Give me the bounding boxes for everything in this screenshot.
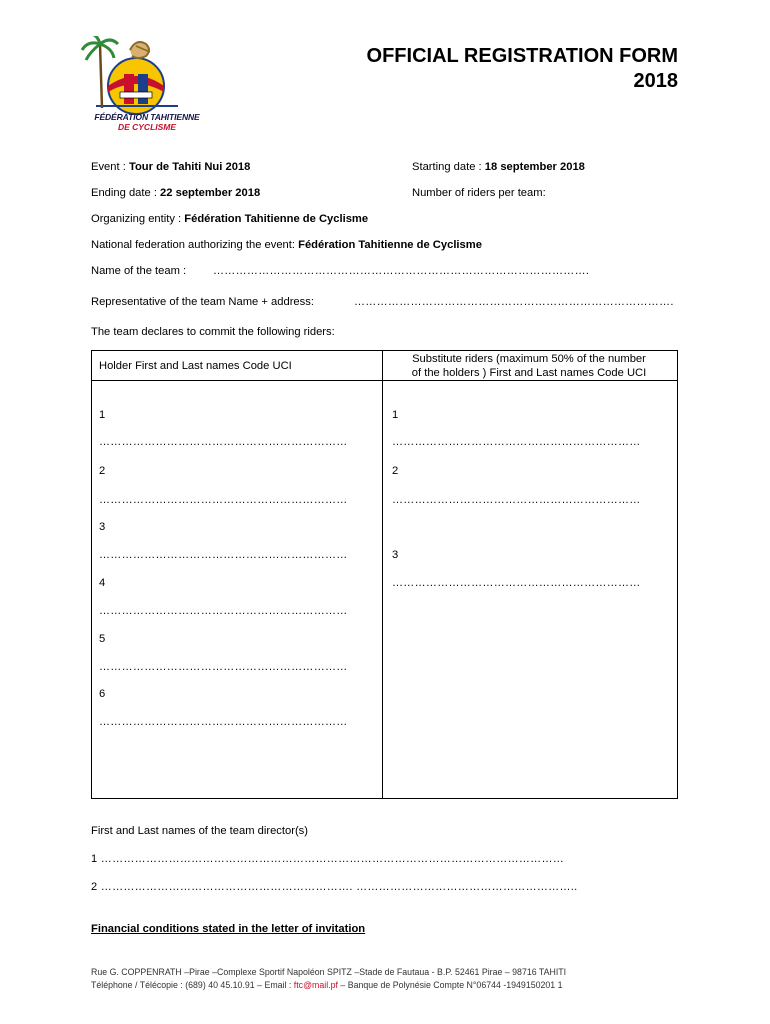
- starting-date-label: Starting date :: [412, 161, 485, 173]
- holder-entry-field[interactable]: …………………………………………………………: [99, 605, 348, 617]
- substitute-entry-field[interactable]: …………………………………………………………: [392, 494, 641, 506]
- event-label: Event :: [91, 161, 129, 173]
- logo-name-line1: FÉDÉRATION TAHITIENNE: [94, 112, 200, 122]
- team-directors-label: First and Last names of the team director(s): [91, 825, 308, 837]
- ending-date-field: [91, 187, 260, 199]
- logo-emblem-icon: [80, 36, 210, 116]
- organizing-entity-value: Fédération Tahitienne de Cyclisme: [184, 213, 369, 225]
- holder-number: 5: [99, 633, 106, 645]
- substitute-entry-field[interactable]: …………………………………………………………: [392, 436, 641, 448]
- starting-date-value: 18 september 2018: [484, 161, 585, 173]
- representative-label: Representative of the team Name + address:: [91, 296, 314, 308]
- team-director-field-2[interactable]: 2 …………………………………………………………. …………………………………………………..: [91, 881, 578, 893]
- national-federation-field: [91, 239, 482, 251]
- holder-entry-field[interactable]: …………………………………………………………: [99, 549, 348, 561]
- substitute-number: 2: [392, 465, 399, 477]
- national-federation-value: Fédération Tahitienne de Cyclisme: [298, 239, 482, 251]
- footer-address: Rue G. COPPENRATH –Pirae –Complexe Sportif Napoléon SPITZ –Stade de Fautaua - B.P. 52461 Pirae – 98716 TAHITI: [91, 967, 567, 977]
- national-federation-label: National federation authorizing the event:: [91, 239, 299, 251]
- footer-contact: [91, 980, 563, 990]
- title-line1: OFFICIAL REGISTRATION FORM: [366, 45, 678, 67]
- holder-entry-field[interactable]: …………………………………………………………: [99, 661, 348, 673]
- substitute-header-line2: of the holders ) First and Last names Code UCI: [411, 367, 647, 379]
- holder-number: 4: [99, 577, 106, 589]
- holder-entry-field[interactable]: …………………………………………………………: [99, 494, 348, 506]
- holder-number: 2: [99, 465, 106, 477]
- holder-number: 1: [99, 409, 106, 421]
- declaration-text: The team declares to commit the following riders:: [91, 326, 335, 338]
- footer-phone: Téléphone / Télécopie : (689) 40 45.10.91 – Email :: [91, 980, 294, 990]
- team-name-field[interactable]: ……………………………………………………………………………………….: [213, 265, 590, 277]
- riders-per-team-field[interactable]: Number of riders per team:: [412, 187, 546, 199]
- organizing-entity-field: [91, 213, 368, 225]
- substitute-number: 1: [392, 409, 399, 421]
- financial-conditions-heading: Financial conditions stated in the letter of invitation: [91, 923, 366, 935]
- team-director-field-1[interactable]: 1 ……………………………………………………………………………………………………………: [91, 853, 565, 865]
- organizing-entity-label: Organizing entity :: [91, 213, 185, 225]
- substitute-header-line1: Substitute riders (maximum 50% of the number: [412, 353, 646, 365]
- table-header-divider: [92, 380, 677, 381]
- logo-name-line2: DE CYCLISME: [117, 122, 177, 132]
- substitute-number: 3: [392, 549, 399, 561]
- footer-bank: – Banque de Polynésie Compte N°06744 -1949150201 1: [337, 980, 563, 990]
- title-line2: 2018: [633, 70, 678, 92]
- riders-table: [91, 350, 678, 799]
- federation-logo: [80, 36, 210, 142]
- starting-date-field: [412, 161, 585, 173]
- table-column-divider: [382, 351, 383, 798]
- event-value: Tour de Tahiti Nui 2018: [128, 161, 251, 173]
- ending-date-label: Ending date :: [91, 187, 161, 199]
- holder-number: 3: [99, 521, 106, 533]
- ending-date-value: 22 september 2018: [160, 187, 261, 199]
- holder-entry-field[interactable]: …………………………………………………………: [99, 716, 348, 728]
- substitute-column-header: [387, 352, 671, 380]
- substitute-entry-field[interactable]: …………………………………………………………: [392, 577, 641, 589]
- page-title: [367, 44, 678, 94]
- footer-email-link[interactable]: ftc@mail.pf: [293, 980, 338, 990]
- event-field: [91, 161, 250, 173]
- holder-entry-field[interactable]: …………………………………………………………: [99, 436, 348, 448]
- holder-number: 6: [99, 688, 106, 700]
- holder-column-header: Holder First and Last names Code UCI: [99, 360, 292, 372]
- representative-field[interactable]: ………………………………………………………………………….: [354, 296, 674, 308]
- team-name-label: Name of the team :: [91, 265, 187, 277]
